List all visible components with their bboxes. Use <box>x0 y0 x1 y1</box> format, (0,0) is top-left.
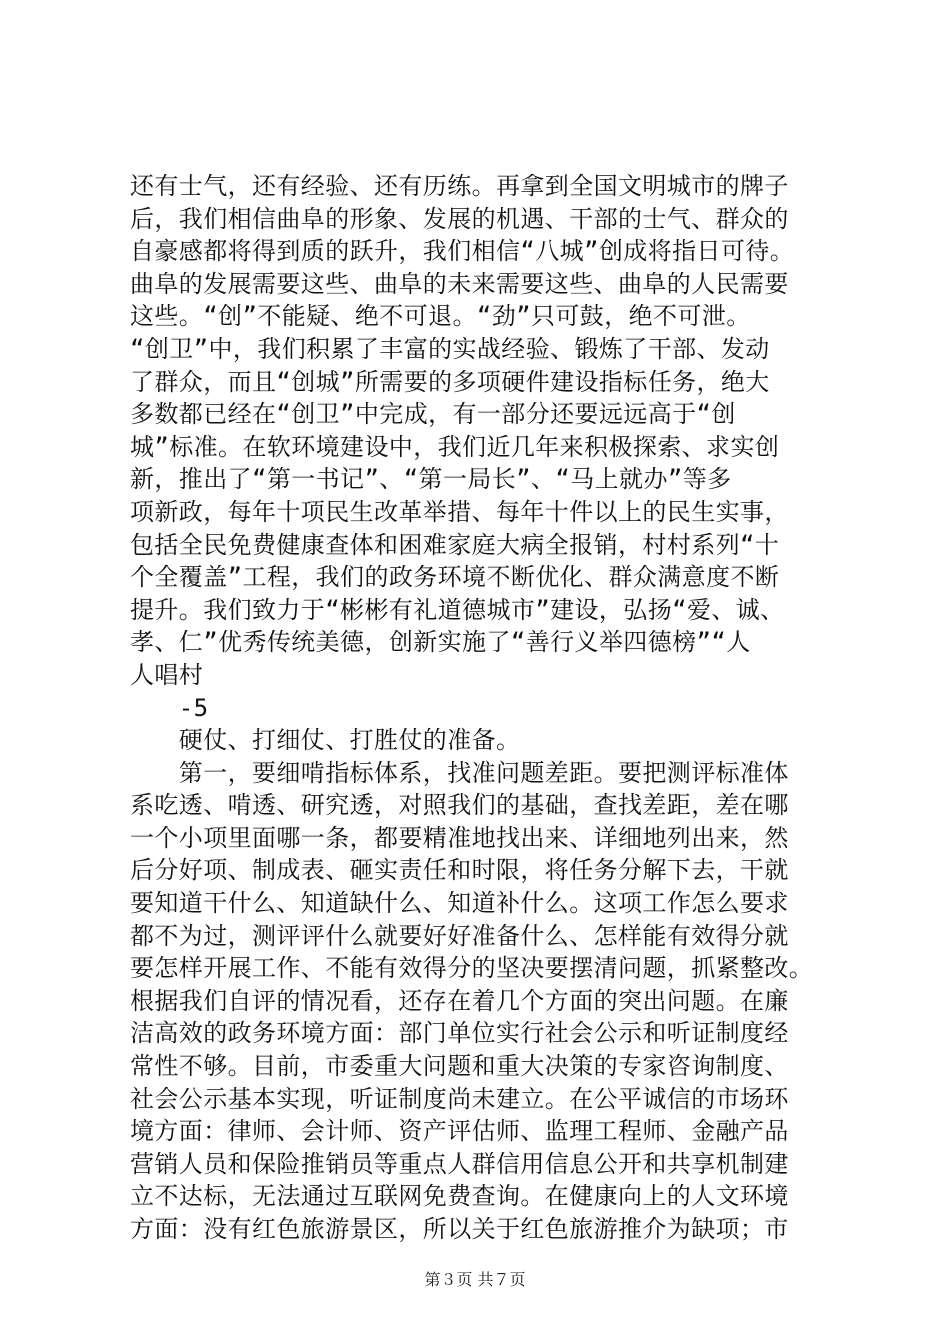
text-line: 根据我们自评的情况看，还存在着几个方面的突出问题。在廉 <box>130 986 789 1015</box>
page-footer <box>0 1267 950 1290</box>
text-line: 立不达标，无法通过互联网免费查询。在健康向上的人文环境 <box>130 1182 789 1211</box>
text-line: 自豪感都将得到质的跃升，我们相信“八城”创成将指日可待。 <box>130 237 795 266</box>
text-line: 项新政，每年十项民生改革举措、每年十件以上的民生实事， <box>130 497 789 526</box>
page-number-label: 第３页 共７页 <box>424 1270 526 1289</box>
text-line: 曲阜的发展需要这些、曲阜的未来需要这些、曲阜的人民需要 <box>130 269 789 298</box>
text-line: 人唱村 <box>130 660 204 689</box>
text-line: 提升。我们致力于“彬彬有礼道德城市”建设，弘扬“爱、诚、 <box>130 595 785 624</box>
body-text <box>130 170 830 1246</box>
text-line: 都不为过，测评评什么就要好好准备什么、怎样能有效得分就 <box>130 921 789 950</box>
text-line: 社会公示基本实现，听证制度尚未建立。在公平诚信的市场环 <box>130 1084 789 1113</box>
text-line: 营销人员和保险推销员等重点人群信用信息公开和共享机制建 <box>130 1149 789 1178</box>
text-line: 后，我们相信曲阜的形象、发展的机遇、干部的士气、群众的 <box>130 204 789 233</box>
text-line: 了群众，而且“创城”所需要的多项硬件建设指标任务，绝大 <box>130 367 770 396</box>
text-line: 孝、仁”优秀传统美德，创新实施了“善行义举四德榜”“人 <box>130 628 751 657</box>
text-line: 新，推出了“第一书记”、“第一局长”、“马上就办”等多 <box>130 465 732 494</box>
text-line: 系吃透、啃透、研究透，对照我们的基础，查找差距，差在哪 <box>130 791 789 820</box>
text-line: 多数都已经在“创卫”中完成，有一部分还要远远高于“创 <box>130 400 736 429</box>
text-line: 硬仗、打细仗、打胜仗的准备。 <box>130 726 521 755</box>
text-line: 洁高效的政务环境方面：部门单位实行社会公示和听证制度经 <box>130 1019 789 1048</box>
text-line: 包括全民免费健康查体和困难家庭大病全报销，村村系列“十 <box>130 530 780 559</box>
text-line: “创卫”中，我们积累了丰富的实战经验、锻炼了干部、发动 <box>130 334 770 363</box>
text-line: 个全覆盖”工程，我们的政务环境不断优化、群众满意度不断 <box>130 563 780 592</box>
text-line: 这些。“创”不能疑、绝不可退。“劲”只可鼓，绝不可泄。 <box>130 302 751 331</box>
text-line: 城”标准。在软环境建设中，我们近几年来积极探索、求实创 <box>130 432 780 461</box>
text-line: 后分好项、制成表、砸实责任和时限，将任务分解下去，干就 <box>130 856 789 885</box>
text-line: 方面：没有红色旅游景区，所以关于红色旅游推介为缺项；市 <box>130 1215 789 1243</box>
text-line: 要怎样开展工作、不能有效得分的坚决要摆清问题，抓紧整改。 <box>130 954 814 983</box>
text-line: 一个小项里面哪一条，都要精准地找出来、详细地列出来，然 <box>130 823 789 852</box>
text-line: 常性不够。目前，市委重大问题和重大决策的专家咨询制度、 <box>130 1052 789 1081</box>
text-line: 第一，要细啃指标体系，找准问题差距。要把测评标准体 <box>130 758 789 787</box>
page-marker: -5 <box>130 693 209 722</box>
text-line: 境方面：律师、会计师、资产评估师、监理工程师、金融产品 <box>130 1117 789 1146</box>
text-line: 还有士气，还有经验、还有历练。再拿到全国文明城市的牌子 <box>130 172 789 200</box>
text-line: 要知道干什么、知道缺什么、知道补什么。这项工作怎么要求 <box>130 889 789 918</box>
